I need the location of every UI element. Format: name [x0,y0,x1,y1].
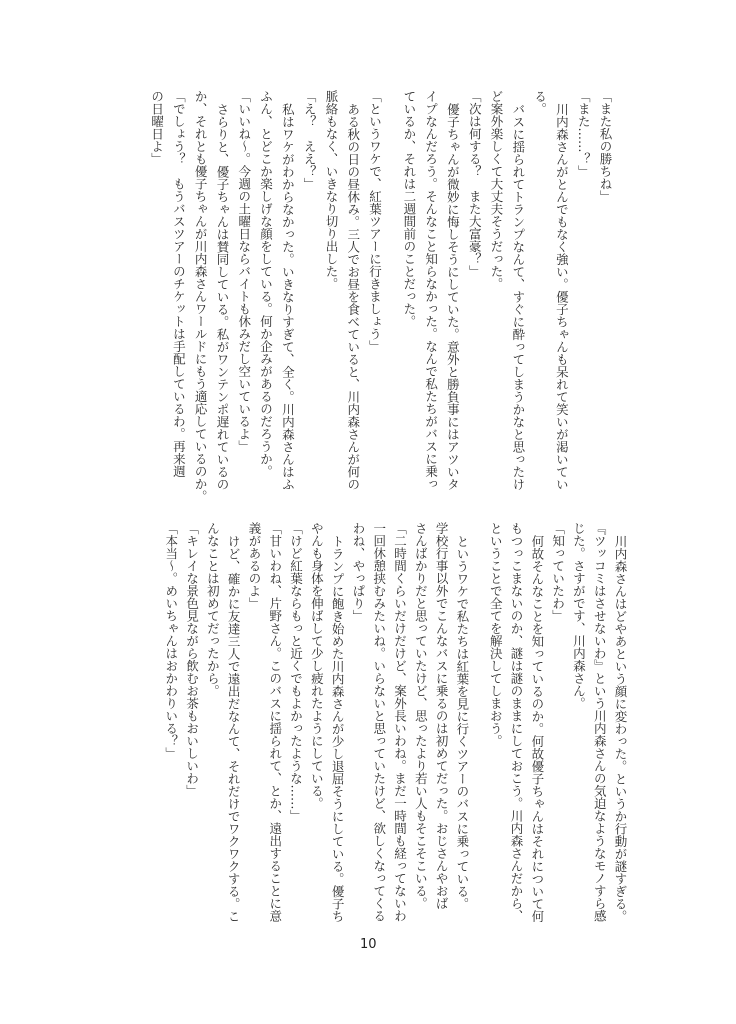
text-block-bottom [160,522,630,947]
paragraph-break [472,522,485,947]
text-line: けど、確かに友達三人で遠出だなんて、それだけでワクワクする。こ [226,534,242,922]
text-line: じた。さすがです、川内森さん。 [571,522,587,710]
text-block-top [146,90,616,503]
text-line: ということで全てを解決してしまおう。 [488,522,504,747]
text-line: 「また私の勝ちね」 [598,90,613,203]
text-line: 「次は何する？ また大富豪？」 [467,90,483,278]
text-line: さらりと、優子ちゃんは賛同している。私がワンテンポ遅れているの [214,102,230,490]
text-line: の日曜日よ」 [149,90,165,165]
paragraph-break [386,90,399,490]
text-line: る。 [532,90,548,115]
text-line: 「というワケで、紅葉ツアーに行きましょう」 [367,90,383,353]
text-line: 「本当～。めいちゃんはおかわりいる？」 [163,522,179,760]
text-line: トランプに飽き始めた川内森さんが少し退屈そうにしている。優子ち [330,534,346,922]
text-line: 『ツッコミはさせないわ』という川内森さんの気迫なようなモノすら感 [592,522,608,922]
text-line: バスに揺られてトランプなんて、すぐに酔ってしまうかなと思ったけ [510,102,526,490]
text-line: 「キレイな景色見ながら飲むお茶もおいしいわ」 [184,522,200,797]
text-line: 義があるのよ」 [246,522,262,610]
text-line: 何故そんなことを知っているのか。何故優子ちゃんはそれについて何 [529,534,545,922]
text-line: 「けど紅葉ならもっと近くでもよかったような……」 [288,522,304,822]
text-line: か、それとも優子ちゃんが川内森さんワールドにもう適応しているのか。 [193,90,209,503]
text-line: 一回休憩挟むみたいね。いらないと思っていたけど、欲しくなってくる [371,522,387,922]
text-line: ふん、とどこか楽しげな顔をしている。何か企みがあるのだろうか。 [258,90,274,478]
text-line: ているか、それは二週間前のことだった。 [401,90,417,328]
text-line: 「甘いわね、片野さん。このバスに揺られて、とか、遠出することに意 [267,522,283,922]
text-line: んなことは初めてだったから。 [205,522,221,697]
text-line: わね、やっぱり」 [350,522,366,622]
text-line: 「でしょう？ もうバスツアーのチケットは手配しているわ。再来週 [171,90,187,478]
text-line: 「また……？」 [576,90,592,178]
text-line: 「二時間くらいだけだけど、案外長いわね。まだ一時間も経ってないわ [392,522,408,922]
text-line: ある秋の日の昼休み。三人でお昼を食べていると、川内森さんが何の [345,102,361,490]
text-line: イプなんだろう。そんなこと知らなかった。なんで私たちがバスに乗っ [423,90,439,490]
text-line: 「いいね～。今週の土曜日ならバイトも休みだし空いているよ」 [236,90,252,453]
text-line: 優子ちゃんが微妙に悔しそうにしていた。意外と勝負事にはアツいタ [445,102,461,490]
text-line: 「え？ ええ？」 [302,90,318,190]
text-line: 学校行事以外でこんなバスに乗るのは初めてだった。おじさんやおば [434,522,450,910]
text-line: やんも身体を伸ばして少し疲れたようにしている。 [309,522,325,810]
text-line: というワケで私たちは紅葉を見に行くツアーのバスに乗っている。 [454,534,470,910]
text-line: 私はワケがわからなかった。いきなりすぎて、全く。川内森さんはふ [280,102,296,490]
text-line: ど案外楽しくて大丈夫そうだった。 [489,90,505,290]
text-line: 「知っていたわ」 [550,522,566,622]
text-line: もつっこまないのか、謎は謎のままにしておこう。川内森さんだから、 [509,522,525,922]
text-line: 川内森さんはどやあという顔に変わった。というか行動が謎すぎる。 [613,534,628,922]
text-line: さんばかりだと思っていたけど、思ったより若い人もそこそこいる。 [413,522,429,910]
text-line: 川内森さんがとんでもなく強い。優子ちゃんも呆れて笑いが渇いてい [554,102,570,490]
text-line: 脈絡もなく、いきなり切り出した。 [323,90,339,290]
page-number: 10 [360,937,377,952]
